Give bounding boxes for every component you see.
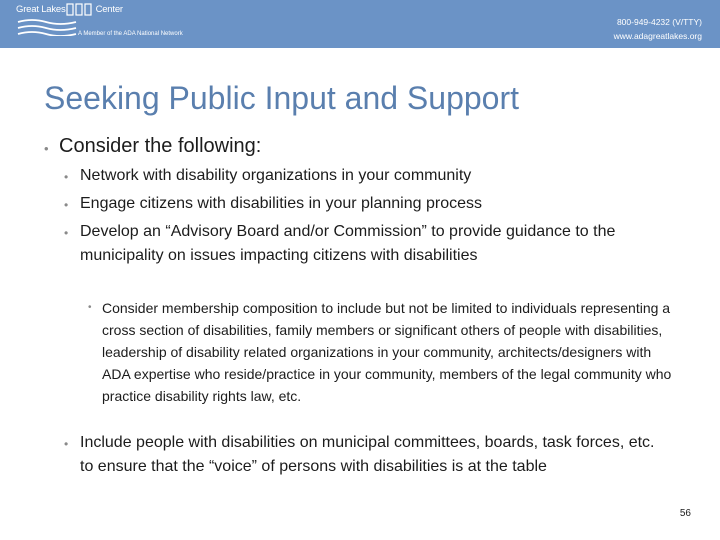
website-link[interactable]: www.adagreatlakes.org xyxy=(613,31,702,41)
logo-name-b: Center xyxy=(95,4,123,15)
waves-icon xyxy=(16,18,78,36)
contact-info xyxy=(614,15,702,43)
header-bar xyxy=(0,0,720,48)
logo-tagline: A Member of the ADA National Network xyxy=(78,31,183,37)
bullet-marker: • xyxy=(64,198,69,212)
bullet-marker: • xyxy=(88,302,92,313)
bullet-consider: Consider the following: xyxy=(59,135,262,157)
bullet-marker: • xyxy=(64,226,69,240)
bullet-membership: Consider membership composition to include but not be limited to individuals representing a cross section of disabilities, family members or significant others of people with disabilities, leadership of disability related organizations in your community, architects/designers with ADA expertise who reside/practice in your community, members of the legal community who practice disability rights law, etc. xyxy=(102,300,672,404)
logo-name-a: Great Lakes xyxy=(16,4,66,15)
phone-number: 800-949-4232 (V/TTY) xyxy=(616,17,702,27)
bullet-marker: • xyxy=(44,141,49,156)
page-number: 56 xyxy=(679,508,691,519)
bullet-engage: Engage citizens with disabilities in your planning process xyxy=(80,195,482,212)
bullet-advisory-board: Develop an “Advisory Board and/or Commission” to provide guidance to the municipality on issues impacting citizens with disabilities xyxy=(80,223,616,264)
bullet-network: Network with disability organizations in your community xyxy=(80,167,472,184)
bullet-include: Include people with disabilities on municipal committees, boards, task forces, etc. to ensure that the “voice” of persons with disabilities is at the table xyxy=(80,434,655,475)
slide-title: Seeking Public Input and Support xyxy=(44,80,519,116)
bullet-marker: • xyxy=(64,170,69,184)
great-lakes-center-logo xyxy=(16,3,216,43)
ada-symbol-icon xyxy=(66,3,92,16)
bullet-marker: • xyxy=(64,437,69,451)
